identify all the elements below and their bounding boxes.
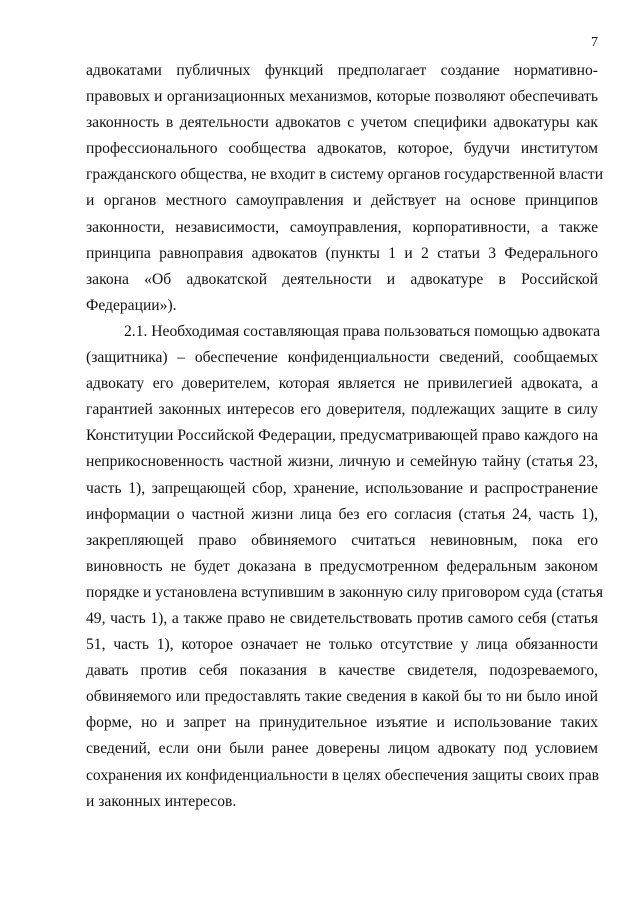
text-line: виновность не будет доказана в предусмотренном федеральным законом [86,557,598,575]
text-line: гарантией законных интересов его доверителя, подлежащих защите в силу [86,401,598,419]
text-line: обвиняемого или предоставлять такие сведения в какой бы то ни было иной [86,688,598,706]
text-line: Федерации»). [86,296,177,314]
text-line: (защитника) – обеспечение конфиденциальности сведений, сообщаемых [86,349,598,367]
text-line: и законных интересов. [86,792,237,810]
text-line: гражданского общества, не входит в систему органов государственной власти [86,166,604,184]
text-line: 51, часть 1), которое означает не только отсутствие у лица обязанности [86,636,598,654]
text-line: адвокатами публичных функций предполагает создание нормативно- [86,62,598,79]
page-number: 7 [591,35,598,50]
text-line: и органов местного самоуправления и действует на основе принципов [86,192,598,210]
text-line: информации о частной жизни лица без его согласия (статья 24, часть 1), [86,505,598,523]
text-line: законности, независимости, самоуправления, корпоративности, а также [86,218,598,236]
text-line: 2.1. Необходимая составляющая права пользоваться помощью адвоката [124,322,601,340]
text-line: Конституции Российской Федерации, предусматривающей право каждого на [86,427,598,445]
text-line: закона «Об адвокатской деятельности и адвокатуре в Российской [86,270,598,288]
text-line: 49, часть 1), а также право не свидетельствовать против самого себя (статья [86,609,598,627]
text-line: правовых и организационных механизмов, которые позволяют обеспечивать [86,88,598,106]
text-line: закрепляющей право обвиняемого считаться невиновным, пока его [86,531,598,549]
text-line: неприкосновенность частной жизни, личную и семейную тайну (статья 23, [86,453,598,471]
text-line: давать против себя показания в качестве свидетеля, подозреваемого, [86,662,598,680]
text-line: принципа равноправия адвокатов (пункты 1 и 2 статьи 3 Федерального [86,244,598,262]
text-line: адвокату его доверителем, которая является не привилегией адвоката, а [86,375,598,393]
text-line: часть 1), запрещающей сбор, хранение, использование и распространение [86,479,598,497]
body-text [86,58,604,815]
text-line: форме, но и запрет на принудительное изъятие и использование таких [86,714,598,732]
text-line: порядке и установлена вступившим в законную силу приговором суда (статья [86,583,604,601]
text-line: профессионального сообщества адвокатов, которое, будучи институтом [86,140,598,158]
text-line: сведений, если они были ранее доверены лицом адвокату под условием [86,740,598,758]
text-line: законность в деятельности адвокатов с учетом специфики адвокатуры как [86,114,598,132]
text-line: сохранения их конфиденциальности в целях обеспечения защиты своих прав [86,766,600,784]
